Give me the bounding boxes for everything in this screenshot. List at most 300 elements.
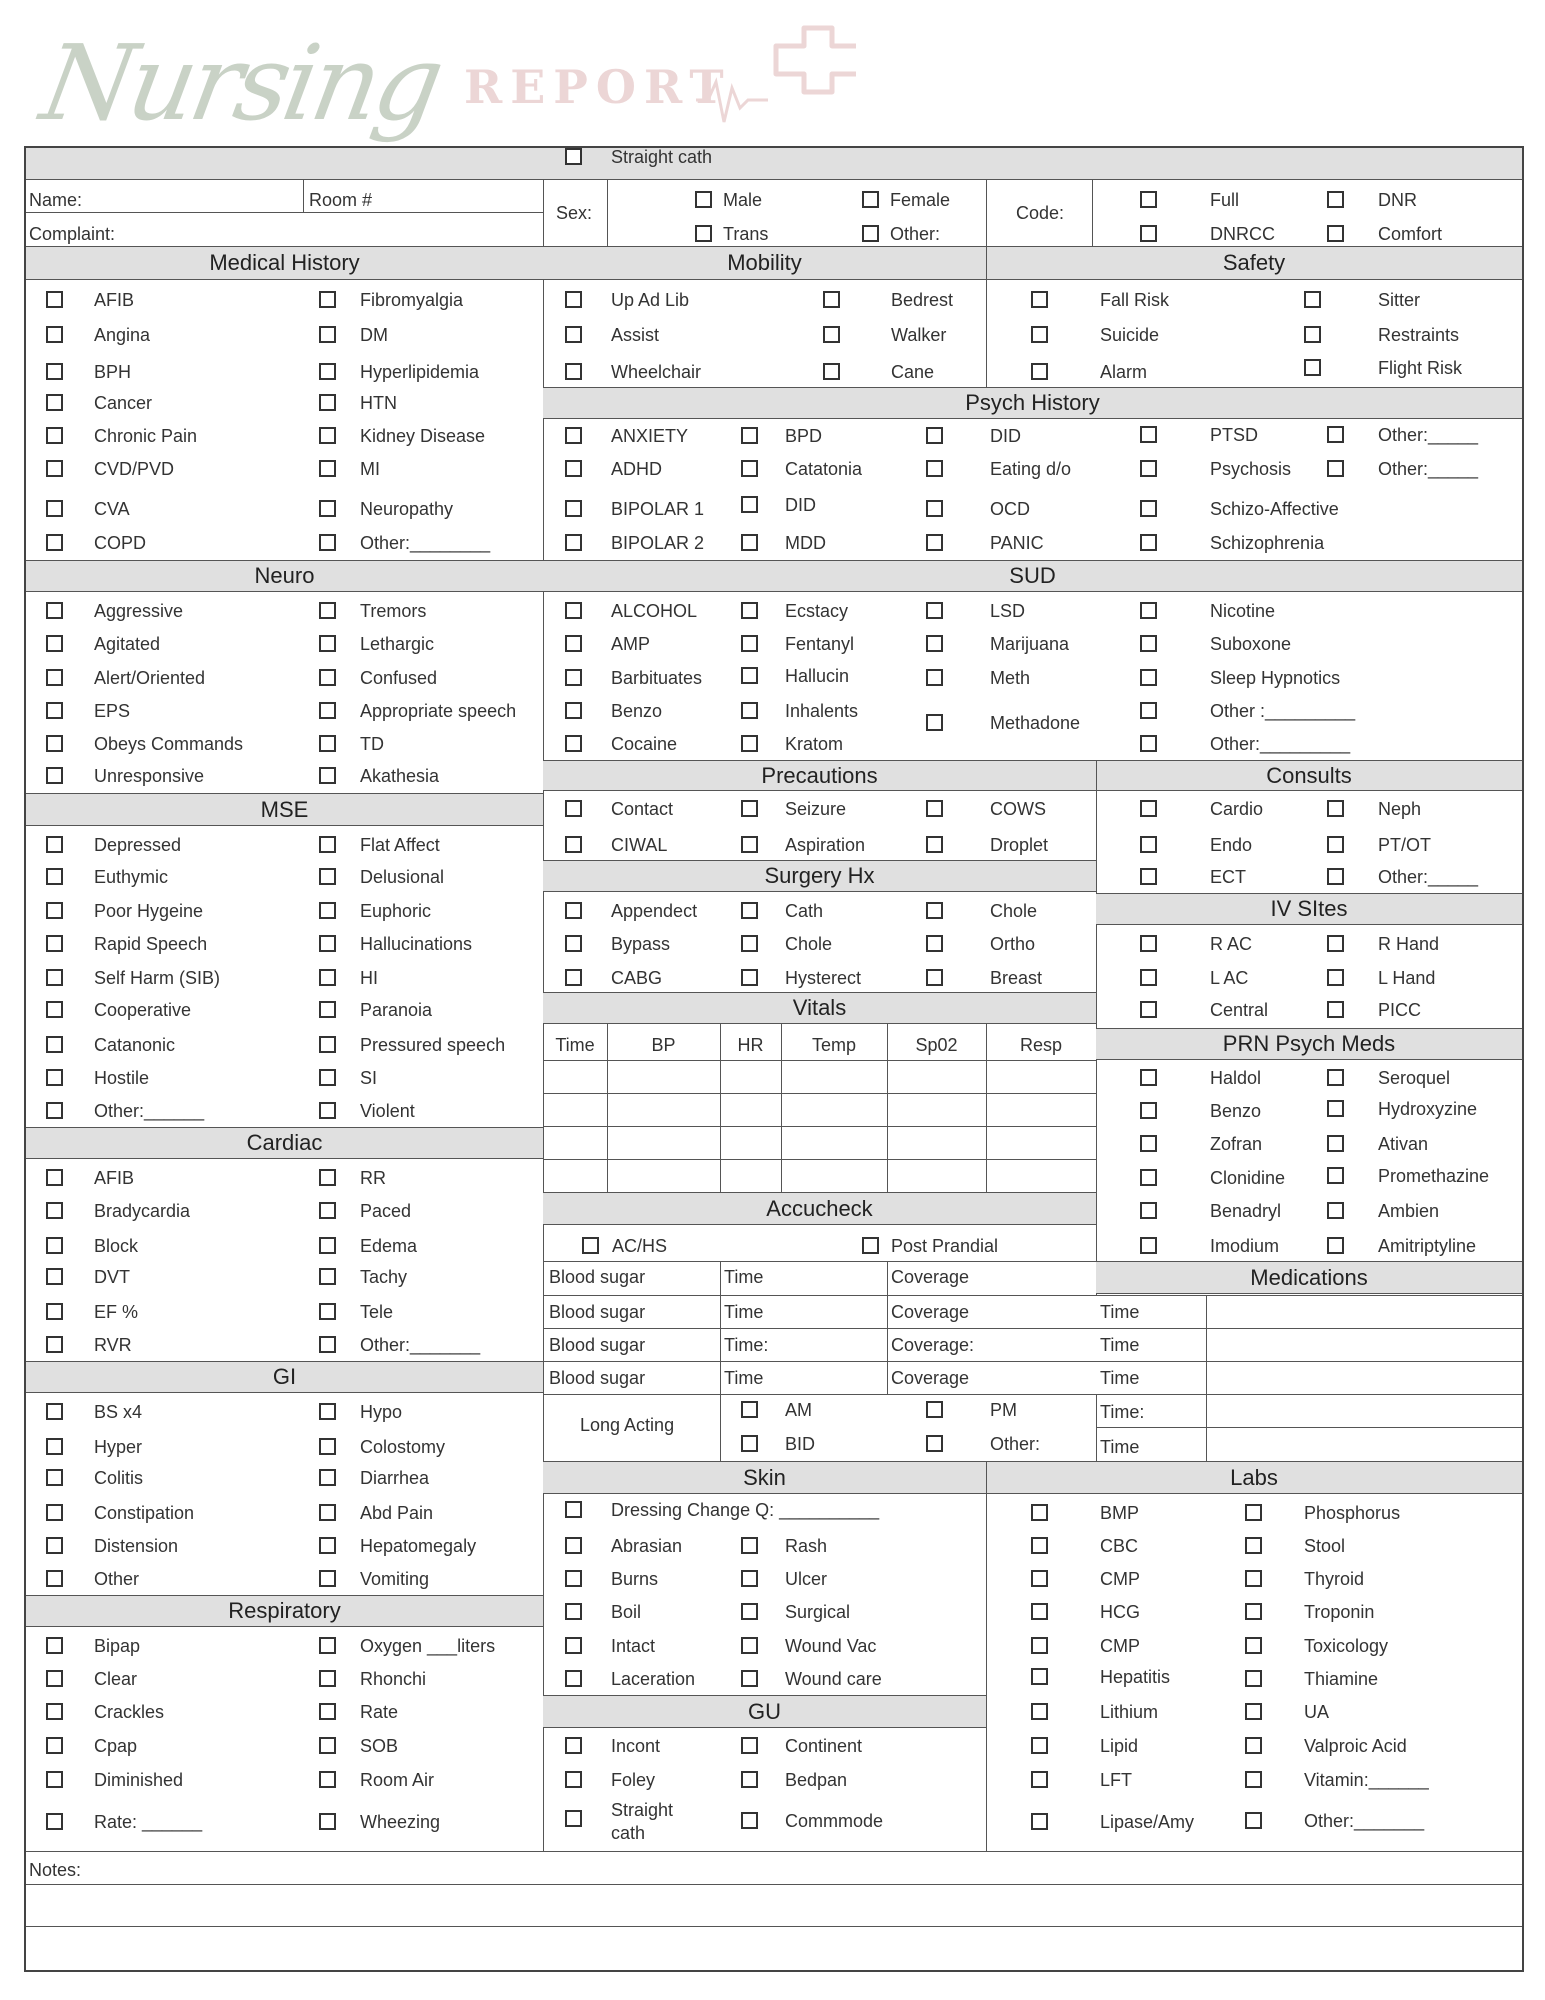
gu-item-checkbox[interactable] <box>565 1737 582 1754</box>
mobility-item-checkbox[interactable] <box>823 363 840 380</box>
lab-item-checkbox[interactable] <box>1031 1537 1048 1554</box>
lab-item-checkbox[interactable] <box>1245 1637 1262 1654</box>
psych-item-checkbox[interactable] <box>926 427 943 444</box>
sud-item-checkbox[interactable] <box>741 602 758 619</box>
divider-line <box>26 1851 1522 1852</box>
precaution-item-checkbox[interactable] <box>565 800 582 817</box>
precaution-item-checkbox[interactable] <box>741 836 758 853</box>
mse-item-checkbox[interactable] <box>46 935 63 952</box>
respiratory-item-checkbox[interactable] <box>319 1703 336 1720</box>
neuro-item-checkbox[interactable] <box>46 702 63 719</box>
medical-history-item-checkbox[interactable] <box>319 326 336 343</box>
gi-item-checkbox[interactable] <box>46 1403 63 1420</box>
respiratory-item-checkbox[interactable] <box>46 1703 63 1720</box>
psych-item-label: Catatonia <box>785 459 863 479</box>
prn-psych-meds-header: PRN Psych Meds <box>1096 1028 1522 1060</box>
cardiac-header: Cardiac <box>26 1127 543 1159</box>
precaution-item-checkbox[interactable] <box>565 836 582 853</box>
mse-item-label: Poor Hygeine <box>94 901 204 921</box>
psych-item-checkbox[interactable] <box>926 460 943 477</box>
respiratory-item-checkbox[interactable] <box>46 1737 63 1754</box>
skin-item-checkbox[interactable] <box>565 1670 582 1687</box>
psych-item-checkbox[interactable] <box>565 534 582 551</box>
safety-item-checkbox[interactable] <box>1304 359 1321 376</box>
accucheck-option-checkbox[interactable] <box>862 1237 879 1254</box>
skin-item-checkbox[interactable] <box>741 1570 758 1587</box>
cardiac-item-checkbox[interactable] <box>319 1237 336 1254</box>
medical-history-item-checkbox[interactable] <box>46 291 63 308</box>
prn-med-item-checkbox[interactable] <box>1140 1237 1157 1254</box>
skin-item-checkbox[interactable] <box>741 1603 758 1620</box>
gi-item-checkbox[interactable] <box>46 1570 63 1587</box>
surgery-item-checkbox[interactable] <box>565 902 582 919</box>
psych-item-checkbox[interactable] <box>565 460 582 477</box>
vitals-header-cell: BP <box>651 1035 676 1055</box>
neuro-item-checkbox[interactable] <box>319 669 336 686</box>
gu-item-checkbox[interactable] <box>565 148 582 165</box>
lab-item-checkbox[interactable] <box>1245 1670 1262 1687</box>
mse-item-label: HI <box>360 968 378 988</box>
medical-history-item-label: MI <box>360 459 380 479</box>
surgery-item-checkbox[interactable] <box>565 935 582 952</box>
respiratory-item-label: Bipap <box>94 1636 141 1656</box>
medical-history-item-label: Hyperlipidemia <box>360 362 480 382</box>
mse-item-checkbox[interactable] <box>319 969 336 986</box>
gi-item-checkbox[interactable] <box>46 1469 63 1486</box>
surgery-item-label: Chole <box>990 901 1038 921</box>
gi-item-label: Vomiting <box>360 1569 430 1589</box>
divider-line <box>543 1361 1522 1362</box>
lab-item-checkbox[interactable] <box>1031 1771 1048 1788</box>
notes-label: Notes: <box>29 1860 82 1880</box>
mse-item-checkbox[interactable] <box>319 1001 336 1018</box>
lab-item-label: HCG <box>1100 1602 1140 1622</box>
cardiac-item-checkbox[interactable] <box>46 1336 63 1353</box>
lab-item-checkbox[interactable] <box>1031 1504 1048 1521</box>
iv-site-item-checkbox[interactable] <box>1140 935 1157 952</box>
sud-item-label: LSD <box>990 601 1026 621</box>
respiratory-item-checkbox[interactable] <box>46 1637 63 1654</box>
respiratory-item-checkbox[interactable] <box>319 1637 336 1654</box>
surgery-item-checkbox[interactable] <box>926 902 943 919</box>
psych-item-checkbox[interactable] <box>741 460 758 477</box>
respiratory-item-checkbox[interactable] <box>46 1813 63 1830</box>
mse-item-checkbox[interactable] <box>46 1036 63 1053</box>
medical-history-item-checkbox[interactable] <box>319 291 336 308</box>
consult-item-checkbox[interactable] <box>1140 868 1157 885</box>
gi-item-checkbox[interactable] <box>319 1504 336 1521</box>
skin-header: Skin <box>543 1461 986 1494</box>
mse-item-checkbox[interactable] <box>319 868 336 885</box>
precaution-item-label: Contact <box>611 799 674 819</box>
divider-line <box>543 1126 1096 1127</box>
mse-item-checkbox[interactable] <box>319 836 336 853</box>
mobility-item-checkbox[interactable] <box>565 363 582 380</box>
mobility-item-checkbox[interactable] <box>823 291 840 308</box>
prn-med-item-checkbox[interactable] <box>1327 1202 1344 1219</box>
psych-item-checkbox[interactable] <box>1140 534 1157 551</box>
gi-item-checkbox[interactable] <box>319 1469 336 1486</box>
medical-history-item-checkbox[interactable] <box>319 460 336 477</box>
safety-item-checkbox[interactable] <box>1304 291 1321 308</box>
sud-item-checkbox[interactable] <box>1140 702 1157 719</box>
consult-item-label: Neph <box>1378 799 1422 819</box>
neuro-item-checkbox[interactable] <box>319 767 336 784</box>
sud-item-label: Suboxone <box>1210 634 1292 654</box>
skin-item-label: Ulcer <box>785 1569 828 1589</box>
safety-item-checkbox[interactable] <box>1031 363 1048 380</box>
psych-item-checkbox[interactable] <box>741 496 758 513</box>
lab-item-checkbox[interactable] <box>1245 1703 1262 1720</box>
prn-med-item-checkbox[interactable] <box>1140 1135 1157 1152</box>
iv-site-item-checkbox[interactable] <box>1140 969 1157 986</box>
iv-site-item-label: R AC <box>1210 934 1253 954</box>
sex-option-checkbox[interactable] <box>862 191 879 208</box>
cardiac-item-checkbox[interactable] <box>46 1202 63 1219</box>
medical-history-item-checkbox[interactable] <box>319 534 336 551</box>
psych-item-checkbox[interactable] <box>1327 426 1344 443</box>
gu-item-checkbox[interactable] <box>565 1810 582 1827</box>
mse-item-checkbox[interactable] <box>46 1102 63 1119</box>
neuro-item-label: Lethargic <box>360 634 435 654</box>
sud-item-checkbox[interactable] <box>565 669 582 686</box>
sud-item-label: Meth <box>990 668 1031 688</box>
sud-item-checkbox[interactable] <box>741 635 758 652</box>
code-option-checkbox[interactable] <box>1327 191 1344 208</box>
lab-item-checkbox[interactable] <box>1031 1737 1048 1754</box>
cardiac-item-checkbox[interactable] <box>46 1303 63 1320</box>
prn-med-item-checkbox[interactable] <box>1327 1167 1344 1184</box>
prn-med-item-checkbox[interactable] <box>1327 1135 1344 1152</box>
sud-item-checkbox[interactable] <box>565 602 582 619</box>
respiratory-item-checkbox[interactable] <box>46 1670 63 1687</box>
medical-history-item-label: Cancer <box>94 393 153 413</box>
medical-history-item-checkbox[interactable] <box>46 534 63 551</box>
lab-item-label: BMP <box>1100 1503 1140 1523</box>
prn-med-item-checkbox[interactable] <box>1140 1102 1157 1119</box>
medical-history-item-checkbox[interactable] <box>46 500 63 517</box>
cardiac-item-checkbox[interactable] <box>319 1169 336 1186</box>
long-acting-checkbox[interactable] <box>741 1435 758 1452</box>
gi-item-checkbox[interactable] <box>319 1438 336 1455</box>
mse-item-checkbox[interactable] <box>319 935 336 952</box>
medical-history-item-checkbox[interactable] <box>46 363 63 380</box>
blood-sugar-label: Blood sugar <box>549 1335 646 1355</box>
cardiac-item-checkbox[interactable] <box>46 1268 63 1285</box>
cardiac-item-checkbox[interactable] <box>319 1336 336 1353</box>
psych-item-checkbox[interactable] <box>1140 460 1157 477</box>
iv-site-item-checkbox[interactable] <box>1327 1001 1344 1018</box>
prn-med-item-checkbox[interactable] <box>1140 1069 1157 1086</box>
lab-item-label: Hepatitis <box>1100 1667 1171 1687</box>
surgery-item-label: Cath <box>785 901 824 921</box>
precaution-item-checkbox[interactable] <box>926 836 943 853</box>
prn-med-item-checkbox[interactable] <box>1327 1100 1344 1117</box>
mse-item-checkbox[interactable] <box>46 868 63 885</box>
lab-item-checkbox[interactable] <box>1031 1703 1048 1720</box>
gi-item-label: BS x4 <box>94 1402 143 1422</box>
accucheck-option-label: Post Prandial <box>891 1236 999 1256</box>
cardiac-item-checkbox[interactable] <box>46 1169 63 1186</box>
lab-item-checkbox[interactable] <box>1031 1668 1048 1685</box>
prn-med-item-label: Promethazine <box>1378 1166 1490 1186</box>
lab-item-checkbox[interactable] <box>1245 1504 1262 1521</box>
respiratory-item-label: Cpap <box>94 1736 138 1756</box>
cardiac-item-checkbox[interactable] <box>319 1202 336 1219</box>
lab-item-checkbox[interactable] <box>1031 1637 1048 1654</box>
psych-item-label: ADHD <box>611 459 663 479</box>
psych-item-checkbox[interactable] <box>741 534 758 551</box>
cardiac-item-checkbox[interactable] <box>319 1268 336 1285</box>
consult-item-checkbox[interactable] <box>1327 836 1344 853</box>
sud-item-checkbox[interactable] <box>1140 635 1157 652</box>
medical-history-item-checkbox[interactable] <box>46 394 63 411</box>
respiratory-item-checkbox[interactable] <box>319 1737 336 1754</box>
mse-item-checkbox[interactable] <box>46 902 63 919</box>
long-acting-option-label: PM <box>990 1400 1017 1420</box>
mse-item-checkbox[interactable] <box>46 969 63 986</box>
gu-item-checkbox[interactable] <box>741 1771 758 1788</box>
precaution-item-checkbox[interactable] <box>741 800 758 817</box>
psych-history-header: Psych History <box>543 387 1522 419</box>
neuro-item-checkbox[interactable] <box>46 635 63 652</box>
psych-item-checkbox[interactable] <box>1327 460 1344 477</box>
sex-option-checkbox[interactable] <box>695 191 712 208</box>
surgery-item-checkbox[interactable] <box>741 935 758 952</box>
sud-item-label: Sleep Hypnotics <box>1210 668 1341 688</box>
skin-item-checkbox[interactable] <box>565 1570 582 1587</box>
gu-item-checkbox[interactable] <box>565 1771 582 1788</box>
long-acting-option-label: AM <box>785 1400 812 1420</box>
divider-line <box>303 179 304 212</box>
lab-item-label: CBC <box>1100 1536 1139 1556</box>
mobility-item-checkbox[interactable] <box>823 326 840 343</box>
mobility-item-label: Bedrest <box>891 290 954 310</box>
prn-med-item-checkbox[interactable] <box>1140 1169 1157 1186</box>
cardiac-item-checkbox[interactable] <box>319 1303 336 1320</box>
lab-item-checkbox[interactable] <box>1031 1570 1048 1587</box>
divider-line <box>543 1261 1096 1262</box>
divider-line <box>543 1295 1522 1296</box>
medical-history-item-label: Chronic Pain <box>94 426 198 446</box>
mse-item-checkbox[interactable] <box>319 1069 336 1086</box>
lab-item-checkbox[interactable] <box>1245 1737 1262 1754</box>
precaution-item-checkbox[interactable] <box>926 800 943 817</box>
gi-item-checkbox[interactable] <box>319 1537 336 1554</box>
precaution-item-label: Aspiration <box>785 835 866 855</box>
respiratory-item-label: Rhonchi <box>360 1669 427 1689</box>
iv-site-item-checkbox[interactable] <box>1327 935 1344 952</box>
skin-item-checkbox[interactable] <box>741 1537 758 1554</box>
lab-item-checkbox[interactable] <box>1245 1812 1262 1829</box>
psych-item-label: BPD <box>785 426 823 446</box>
skin-item-label: Surgical <box>785 1602 851 1622</box>
sex-option-checkbox[interactable] <box>695 225 712 242</box>
skin-item-checkbox[interactable] <box>741 1637 758 1654</box>
sud-item-checkbox[interactable] <box>741 667 758 684</box>
psych-item-checkbox[interactable] <box>565 427 582 444</box>
prn-med-item-checkbox[interactable] <box>1327 1069 1344 1086</box>
top-bar <box>26 148 1522 179</box>
gi-item-checkbox[interactable] <box>46 1537 63 1554</box>
consult-item-checkbox[interactable] <box>1140 836 1157 853</box>
sud-item-checkbox[interactable] <box>926 635 943 652</box>
skin-item-checkbox[interactable] <box>565 1637 582 1654</box>
sud-item-checkbox[interactable] <box>926 669 943 686</box>
sud-item-checkbox[interactable] <box>1140 735 1157 752</box>
code-option-checkbox[interactable] <box>1140 191 1157 208</box>
mse-item-checkbox[interactable] <box>319 902 336 919</box>
consult-item-checkbox[interactable] <box>1327 868 1344 885</box>
psych-item-checkbox[interactable] <box>741 427 758 444</box>
cardiac-item-label: Tele <box>360 1302 394 1322</box>
divider-line <box>26 1926 1522 1927</box>
neuro-item-checkbox[interactable] <box>46 669 63 686</box>
gi-item-checkbox[interactable] <box>319 1570 336 1587</box>
mse-item-checkbox[interactable] <box>319 1036 336 1053</box>
psych-item-checkbox[interactable] <box>565 500 582 517</box>
gu-item-checkbox[interactable] <box>741 1812 758 1829</box>
consult-item-checkbox[interactable] <box>1327 800 1344 817</box>
safety-item-label: Alarm <box>1100 362 1148 382</box>
long-acting-checkbox[interactable] <box>926 1401 943 1418</box>
sud-item-checkbox[interactable] <box>741 735 758 752</box>
medical-history-item-checkbox[interactable] <box>319 394 336 411</box>
surgery-item-checkbox[interactable] <box>741 902 758 919</box>
lab-item-checkbox[interactable] <box>1245 1771 1262 1788</box>
gi-item-checkbox[interactable] <box>46 1438 63 1455</box>
consult-item-checkbox[interactable] <box>1140 800 1157 817</box>
code-option-checkbox[interactable] <box>1327 225 1344 242</box>
neuro-item-checkbox[interactable] <box>319 735 336 752</box>
mse-item-checkbox[interactable] <box>46 836 63 853</box>
respiratory-item-label: Crackles <box>94 1702 165 1722</box>
divider-line <box>720 1024 721 1192</box>
complaint-label: Complaint: <box>29 224 116 244</box>
medical-history-item-checkbox[interactable] <box>46 427 63 444</box>
psych-item-checkbox[interactable] <box>926 500 943 517</box>
mse-item-checkbox[interactable] <box>319 1102 336 1119</box>
neuro-item-checkbox[interactable] <box>319 602 336 619</box>
neuro-item-checkbox[interactable] <box>46 735 63 752</box>
sud-item-checkbox[interactable] <box>565 702 582 719</box>
mobility-item-label: Assist <box>611 325 660 345</box>
sud-item-checkbox[interactable] <box>1140 602 1157 619</box>
surgery-item-checkbox[interactable] <box>926 935 943 952</box>
medical-history-item-checkbox[interactable] <box>46 460 63 477</box>
safety-item-checkbox[interactable] <box>1031 326 1048 343</box>
sud-item-checkbox[interactable] <box>565 735 582 752</box>
gi-item-label: Diarrhea <box>360 1468 430 1488</box>
sex-option-checkbox[interactable] <box>862 225 879 242</box>
mse-item-label: Other:______ <box>94 1101 205 1121</box>
lab-item-checkbox[interactable] <box>1245 1537 1262 1554</box>
respiratory-item-checkbox[interactable] <box>319 1771 336 1788</box>
skin-item-checkbox[interactable] <box>565 1537 582 1554</box>
gu-item-checkbox[interactable] <box>741 1737 758 1754</box>
iv-site-item-checkbox[interactable] <box>1327 969 1344 986</box>
prn-med-item-checkbox[interactable] <box>1327 1237 1344 1254</box>
gi-item-checkbox[interactable] <box>319 1403 336 1420</box>
psych-item-label: PANIC <box>990 533 1044 553</box>
lab-item-checkbox[interactable] <box>1031 1813 1048 1830</box>
safety-item-checkbox[interactable] <box>1031 291 1048 308</box>
sud-item-checkbox[interactable] <box>926 714 943 731</box>
medical-history-item-checkbox[interactable] <box>46 326 63 343</box>
mse-item-checkbox[interactable] <box>46 1069 63 1086</box>
sud-item-checkbox[interactable] <box>741 702 758 719</box>
medical-history-item-label: Angina <box>94 325 151 345</box>
neuro-item-checkbox[interactable] <box>46 602 63 619</box>
lab-item-checkbox[interactable] <box>1031 1603 1048 1620</box>
safety-item-checkbox[interactable] <box>1304 326 1321 343</box>
cardiac-item-checkbox[interactable] <box>46 1237 63 1254</box>
psych-item-checkbox[interactable] <box>1140 500 1157 517</box>
medical-history-item-checkbox[interactable] <box>319 500 336 517</box>
surgery-item-checkbox[interactable] <box>741 969 758 986</box>
code-option-checkbox[interactable] <box>1140 225 1157 242</box>
divider-line <box>720 1394 721 1461</box>
neuro-item-checkbox[interactable] <box>319 635 336 652</box>
psych-item-checkbox[interactable] <box>1140 426 1157 443</box>
blood-sugar-coverage-label: Coverage <box>891 1368 970 1388</box>
psych-item-label: DID <box>990 426 1021 446</box>
prn-med-item-checkbox[interactable] <box>1140 1202 1157 1219</box>
neuro-item-checkbox[interactable] <box>46 767 63 784</box>
skin-dressing-checkbox[interactable] <box>565 1501 582 1518</box>
sex-option-label: Other: <box>890 224 941 244</box>
mse-item-label: Depressed <box>94 835 182 855</box>
psych-item-checkbox[interactable] <box>926 534 943 551</box>
sud-item-checkbox[interactable] <box>1140 669 1157 686</box>
respiratory-item-checkbox[interactable] <box>319 1813 336 1830</box>
mse-item-label: SI <box>360 1068 378 1088</box>
prn-med-item-label: Amitriptyline <box>1378 1236 1477 1256</box>
long-acting-checkbox[interactable] <box>926 1435 943 1452</box>
name-label: Name: <box>29 190 83 210</box>
sud-item-checkbox[interactable] <box>565 635 582 652</box>
skin-item-checkbox[interactable] <box>565 1603 582 1620</box>
skin-item-checkbox[interactable] <box>741 1670 758 1687</box>
medical-history-item-checkbox[interactable] <box>319 427 336 444</box>
mobility-item-checkbox[interactable] <box>565 291 582 308</box>
gi-item-checkbox[interactable] <box>46 1504 63 1521</box>
mse-item-checkbox[interactable] <box>46 1001 63 1018</box>
surgery-item-checkbox[interactable] <box>926 969 943 986</box>
respiratory-item-checkbox[interactable] <box>46 1771 63 1788</box>
lab-item-checkbox[interactable] <box>1245 1603 1262 1620</box>
room-label: Room # <box>309 190 373 210</box>
neuro-item-checkbox[interactable] <box>319 702 336 719</box>
respiratory-item-checkbox[interactable] <box>319 1670 336 1687</box>
gi-item-label: Hypo <box>360 1402 403 1422</box>
blood-sugar-time-label: Time <box>724 1368 764 1388</box>
lab-item-checkbox[interactable] <box>1245 1570 1262 1587</box>
iv-site-item-checkbox[interactable] <box>1140 1001 1157 1018</box>
surgery-item-checkbox[interactable] <box>565 969 582 986</box>
sud-item-checkbox[interactable] <box>926 602 943 619</box>
lab-item-label: LFT <box>1100 1770 1133 1790</box>
psych-item-label: Psychosis <box>1210 459 1292 479</box>
long-acting-checkbox[interactable] <box>741 1401 758 1418</box>
medical-history-item-checkbox[interactable] <box>319 363 336 380</box>
accucheck-option-checkbox[interactable] <box>582 1237 599 1254</box>
lab-item-label: CMP <box>1100 1636 1140 1656</box>
mobility-item-checkbox[interactable] <box>565 326 582 343</box>
psych-item-label: PTSD <box>1210 425 1259 445</box>
vitals-header-cell: Sp02 <box>915 1035 958 1055</box>
neuro-header: Neuro <box>26 560 543 592</box>
